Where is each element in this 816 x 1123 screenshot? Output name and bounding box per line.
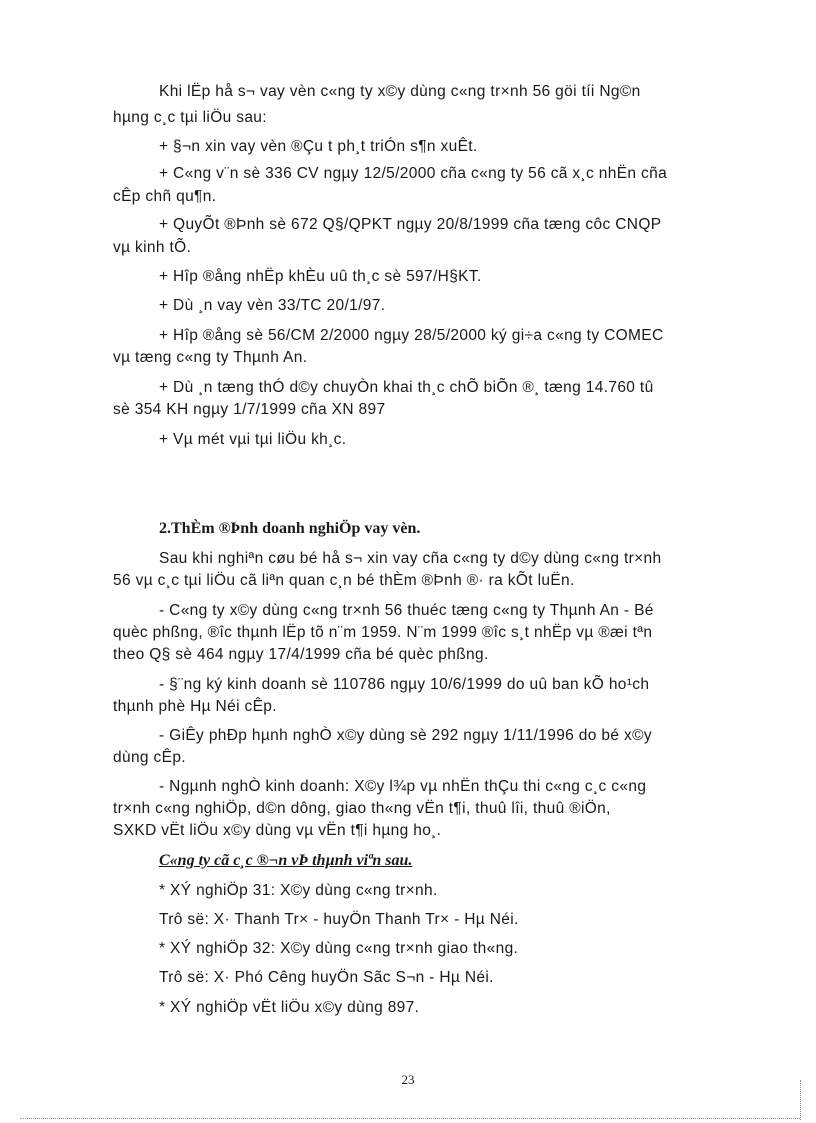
bullet-continuation: dùng cÊp. xyxy=(113,749,186,766)
list-item: + Hîp ®ång nhËp khÈu uû th¸c sè 597/H§KT. xyxy=(159,268,482,285)
paragraph-line: Sau khi nghiªn cøu bé hå s¬ xin vay cña c«ng ty d©y dùng c«ng tr×nh xyxy=(159,550,662,567)
list-item-continuation: vµ kinh tÕ. xyxy=(113,239,192,256)
member-line: Trô së: X· Phó Cêng huyÖn Sãc S¬n - Hµ Néi. xyxy=(159,969,494,986)
list-item: + QuyÕt ®Þnh sè 672 Q§/QPKT ngµy 20/8/1999 cña tæng côc CNQP xyxy=(159,216,662,233)
member-line: * XÝ nghiÖp 32: X©y dùng c«ng tr×nh giao th«ng. xyxy=(159,940,519,957)
list-item: + Dù ¸n tæng thÓ d©y chuyÒn khai th¸c chÕ biÕn ®¸ tæng 14.760 tû xyxy=(159,379,654,396)
list-item: + C«ng v¨n sè 336 CV ngµy 12/5/2000 cña c«ng ty 56 cã x¸c nhËn cña xyxy=(159,165,668,182)
bullet-line: - C«ng ty x©y dùng c«ng tr×nh 56 thuéc tæng c«ng ty Thµnh An - Bé xyxy=(159,602,654,619)
bullet-continuation: tr×nh c«ng nghiÖp, d©n dông, giao th«ng vËn t¶i, thuû lîi, thuû ®iÖn, xyxy=(113,800,611,817)
list-item: + Hîp ®ång sè 56/CM 2/2000 ngµy 28/5/2000 ký gi÷a c«ng ty COMEC xyxy=(159,327,664,344)
paragraph-line: 56 vµ c¸c tµi liÖu cã liªn quan c¸n bé thÈm ®Þnh ®· ra kÕt luËn. xyxy=(113,572,575,589)
paragraph-line: Khi lËp hå s¬ vay vèn c«ng ty x©y dùng c«ng tr×nh 56 göi tíi Ng©n xyxy=(159,83,641,100)
list-item-continuation: sè 354 KH ngµy 1/7/1999 cña XN 897 xyxy=(113,401,386,418)
page-number: 23 xyxy=(401,1072,415,1087)
bullet-continuation: quèc phßng, ®îc thµnh lËp tõ n¨m 1959. N¨m 1999 ®îc s¸t nhËp vµ ®æi tªn xyxy=(113,624,653,641)
footer-divider xyxy=(20,1118,800,1119)
members-heading: C«ng ty cã c¸c ®¬n vÞ thµnh viªn sau. xyxy=(159,852,413,869)
bullet-continuation: SXKD vËt liÖu x©y dùng vµ vËn t¶i hµng ho¸. xyxy=(113,822,442,839)
paragraph-line: hµng c¸c tµi liÖu sau: xyxy=(113,109,267,126)
list-item-continuation: cÊp chñ qu¶n. xyxy=(113,188,217,205)
list-item: + Dù ¸n vay vèn 33/TC 20/1/97. xyxy=(159,297,386,314)
bullet-line: - §¨ng ký kinh doanh sè 110786 ngµy 10/6/1999 do uû ban kÕ ho¹ch xyxy=(159,676,650,693)
bullet-continuation: thµnh phè Hµ Néi cÊp. xyxy=(113,698,277,715)
list-item: + §¬n xin vay vèn ®Çu t ph¸t triÓn s¶n xuÊt. xyxy=(159,138,478,155)
member-line: * XÝ nghiÖp 31: X©y dùng c«ng tr×nh. xyxy=(159,882,438,899)
list-item-continuation: vµ tæng c«ng ty Thµnh An. xyxy=(113,349,308,366)
bullet-line: - GiÊy phÐp hµnh nghÒ x©y dùng sè 292 ngµy 1/11/1996 do bé x©y xyxy=(159,727,652,744)
member-line: Trô së: X· Thanh Tr× - huyÖn Thanh Tr× - Hµ Néi. xyxy=(159,911,519,928)
bullet-line: - Ngµnh nghÒ kinh doanh: X©y l¾p vµ nhËn thÇu thi c«ng c¸c c«ng xyxy=(159,778,647,795)
list-item: + Vµ mét vµi tµi liÖu kh¸c. xyxy=(159,431,347,448)
margin-divider xyxy=(800,1080,801,1120)
member-line: * XÝ nghiÖp vËt liÖu x©y dùng 897. xyxy=(159,999,420,1016)
bullet-continuation: theo Q§ sè 464 ngµy 17/4/1999 cña bé quèc phßng. xyxy=(113,646,489,663)
section-heading: 2.ThÈm ®Þnh doanh nghiÖp vay vèn. xyxy=(159,520,421,537)
